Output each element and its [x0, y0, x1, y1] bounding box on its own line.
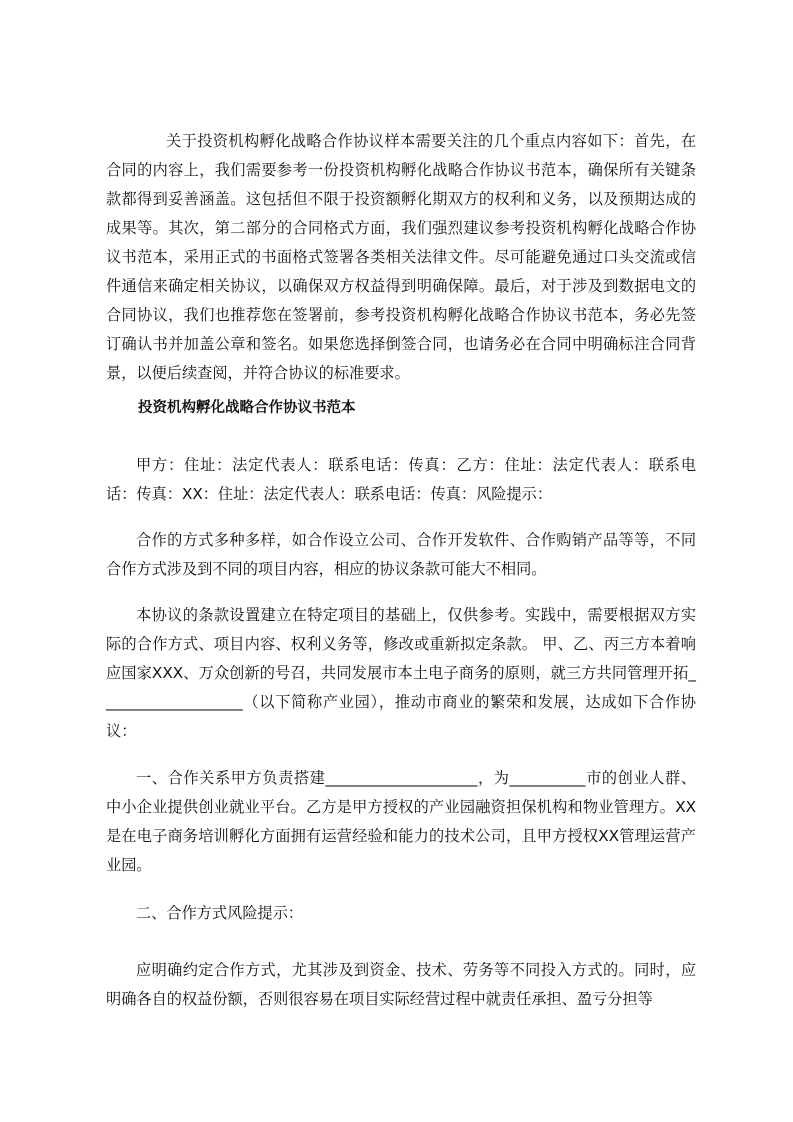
clause-basis-paragraph: 本协议的条款设置建立在特定项目的基础上，仅供参考。实践中，需要根据双方实际的合作方式、项目内容、权利义务等，修改或重新拟定条款。 甲、乙、丙三方本着响应国家XXX、万众创新的号召，共同发展市本土电子商务的原则，就三方共同管理开拓___________________（以下简称产业园），推动市商业的繁荣和发展，达成如下合作协议： — [106, 606, 696, 740]
parties-paragraph: 甲方：住址：法定代表人：联系电话：传真：乙方：住址：法定代表人：联系电话：传真：XX：住址：法定代表人：联系电话：传真：风险提示： — [106, 456, 696, 503]
section-1-paragraph: 一、合作关系甲方负责搭建____________________，为__________市的创业人群、中小企业提供创业就业平台。乙方是甲方授权的产业园融资担保机构和物业管理方。XX是在电子商务培训孵化方面拥有运营经验和能力的技术公司，且甲方授权XX管理运营产业园。 — [106, 769, 696, 874]
section-2-heading: 二、合作方式风险提示： — [136, 904, 304, 922]
document-title: 投资机构孵化战略合作协议书范本 — [138, 400, 356, 416]
cooperation-note-paragraph: 合作的方式多种多样，如合作设立公司、合作开发软件、合作购销产品等等，不同合作方式涉及到不同的项目内容，相应的协议条款可能大不相同。 — [106, 531, 696, 578]
section-2-body: 应明确约定合作方式，尤其涉及到资金、技术、劳务等不同投入方式的。同时，应明确各自的权益份额，否则很容易在项目实际经营过程中就责任承担、盈亏分担等 — [106, 961, 696, 1008]
intro-paragraph: 关于投资机构孵化战略合作协议样本需要关注的几个重点内容如下：首先，在合同的内容上，我们需要参考一份投资机构孵化战略合作协议书范本，确保所有关键条款都得到妥善涵盖。这包括但不限于投资额孵化期双方的权利和义务，以及预期达成的成果等。其次，第二部分的合同格式方面，我们强烈建议参考投资机构孵化战略合作协议书范本，采用正式的书面格式签署各类相关法律文件。尽可能避免通过口头交流或信件通信来确定相关协议，以确保双方权益得到明确保障。最后，对于涉及到数据电文的合同协议，我们也推荐您在签署前，参考投资机构孵化战略合作协议书范本，务必先签订确认书并加盖公章和签名。如果您选择倒签合同，也请务必在合同中明确标注合同背景，以便后续查阅，并符合协议的标准要求。 — [106, 132, 696, 382]
